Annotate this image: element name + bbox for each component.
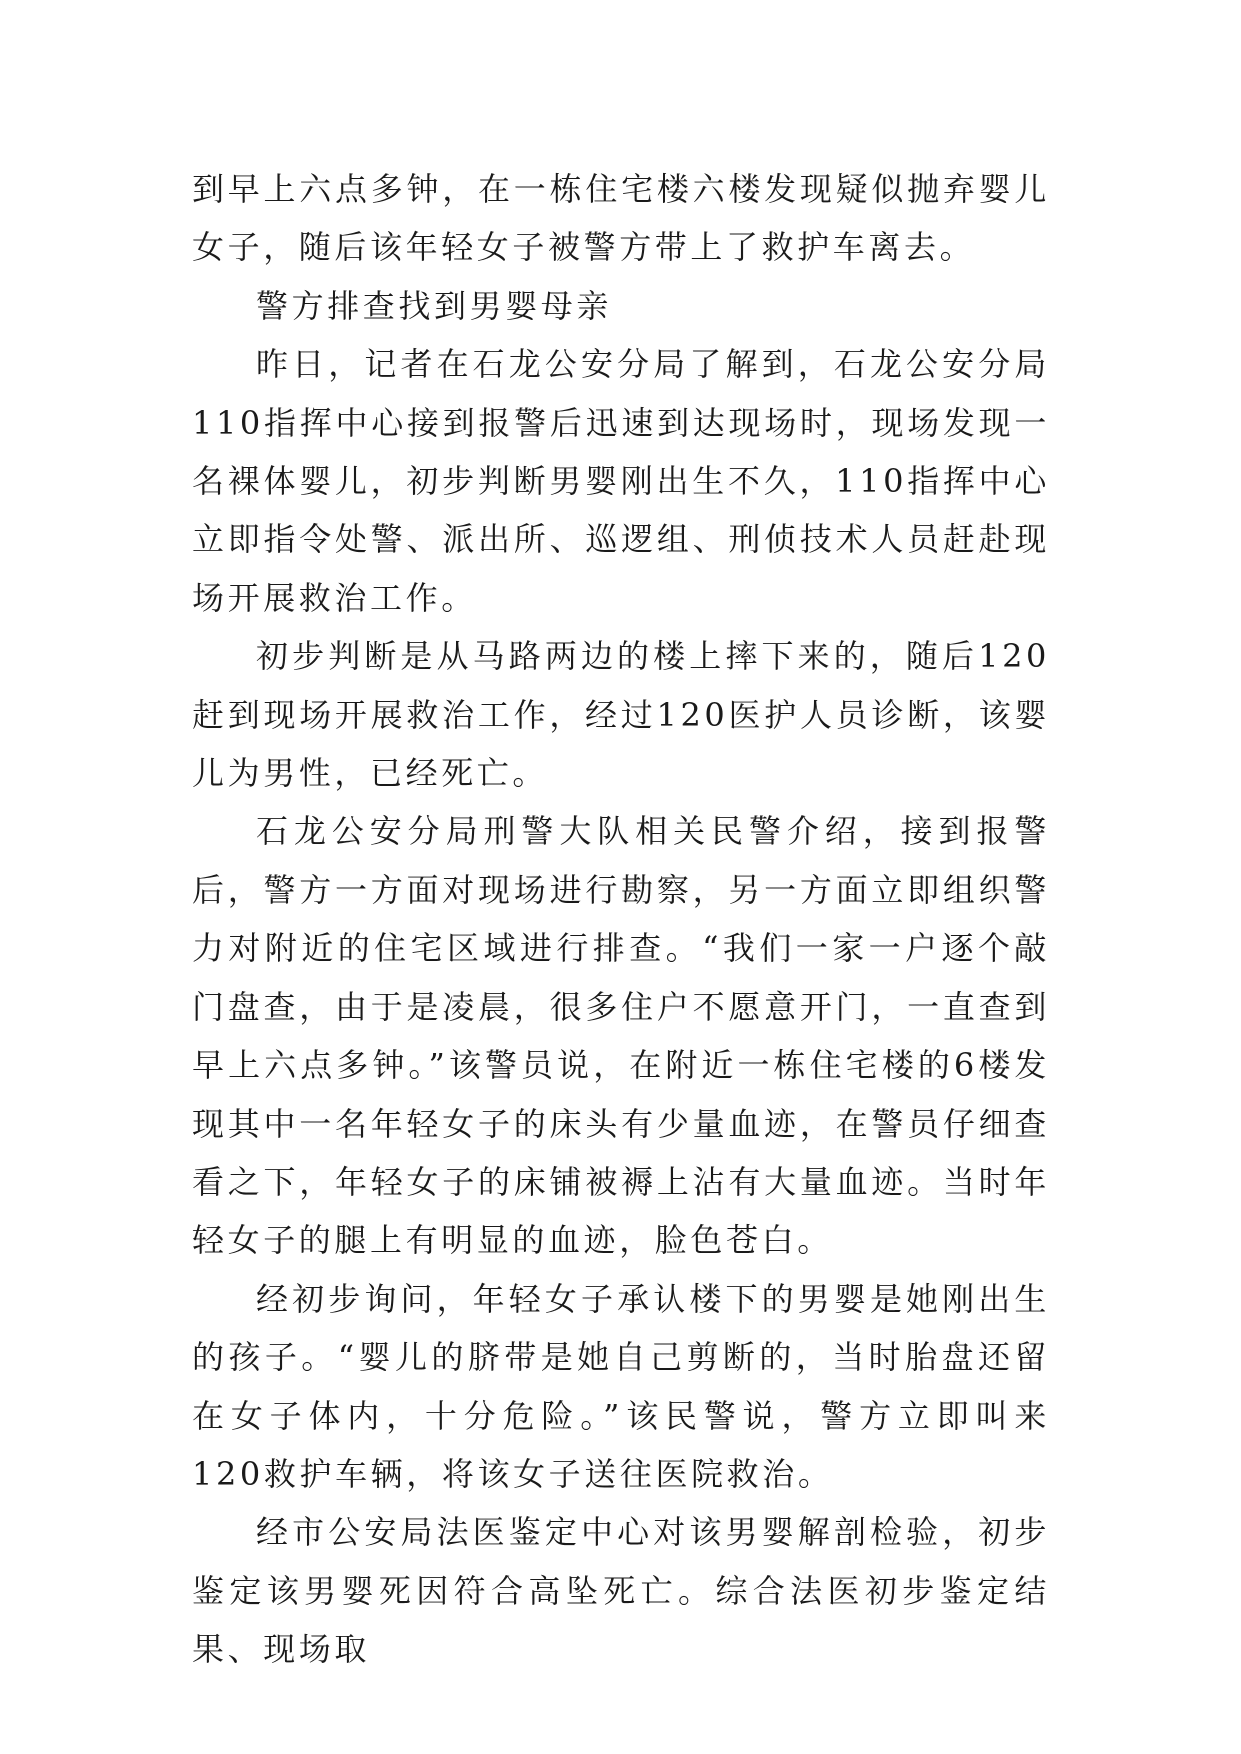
paragraph: 昨日，记者在石龙公安分局了解到，石龙公安分局110指挥中心接到报警后迅速到达现场时，现场发现一名裸体婴儿，初步判断男婴刚出生不久，110指挥中心立即指令处警、派出所、巡逻组、刑侦技术人员赶赴现场开展救治工作。 bbox=[192, 345, 1050, 617]
paragraph: 经初步询问，年轻女子承认楼下的男婴是她刚出生的孩子。“婴儿的脐带是她自己剪断的，当时胎盘还留在女子体内，十分危险。”该民警说，警方立即叫来120救护车辆，将该女子送往医院救治。 bbox=[192, 1279, 1050, 1493]
section-heading: 警方排查找到男婴母亲 bbox=[256, 286, 613, 325]
paragraph: 经市公安局法医鉴定中心对该男婴解剖检验，初步鉴定该男婴死因符合高坠死亡。综合法医初步鉴定结果、现场取 bbox=[192, 1513, 1050, 1669]
paragraph-continuation: 到早上六点多钟，在一栋住宅楼六楼发现疑似抛弃婴儿女子，随后该年轻女子被警方带上了救护车离去。 bbox=[192, 170, 1050, 267]
paragraph: 初步判断是从马路两边的楼上摔下来的，随后120赶到现场开展救治工作，经过120医护人员诊断，该婴儿为男性，已经死亡。 bbox=[192, 637, 1050, 793]
article-body bbox=[192, 160, 1050, 1679]
paragraph: 石龙公安分局刑警大队相关民警介绍，接到报警后，警方一方面对现场进行勘察，另一方面立即组织警力对附近的住宅区域进行排查。“我们一家一户逐个敲门盘查，由于是凌晨，很多住户不愿意开门，一直查到早上六点多钟。”该警员说，在附近一栋住宅楼的6楼发现其中一名年轻女子的床头有少量血迹，在警员仔细查看之下，年轻女子的床铺被褥上沾有大量血迹。当时年轻女子的腿上有明显的血迹，脸色苍白。 bbox=[192, 812, 1050, 1260]
